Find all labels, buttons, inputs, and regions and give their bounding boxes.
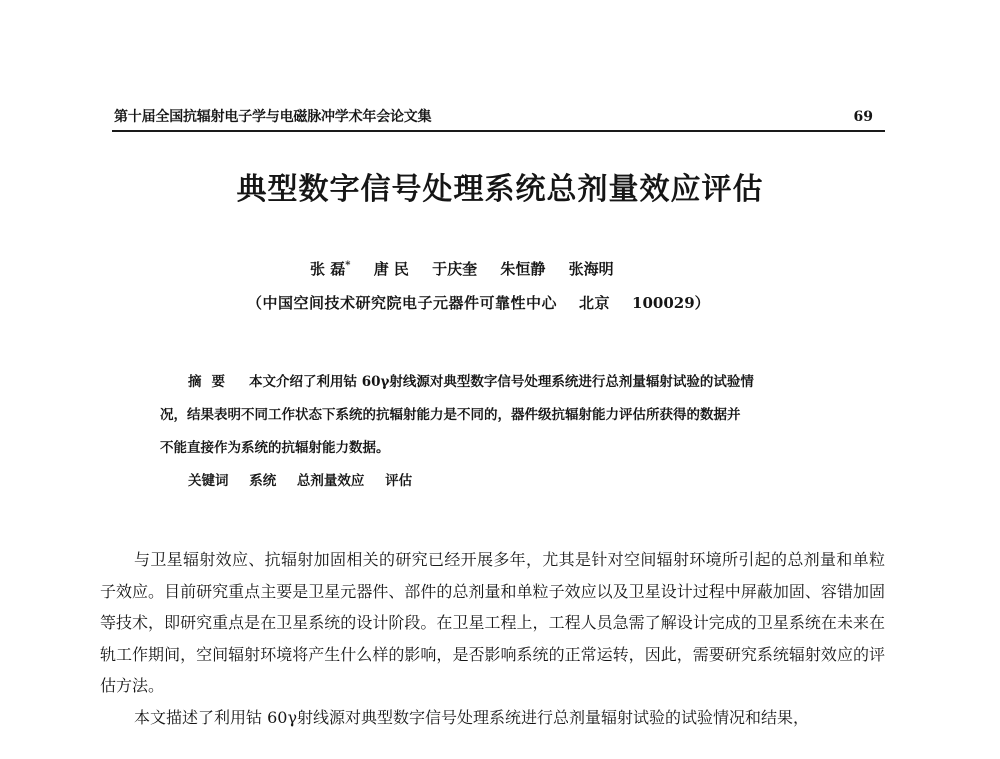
- affiliation-zip: 100029: [632, 294, 695, 312]
- affiliation-org: 中国空间技术研究院电子元器件可靠性中心: [262, 294, 558, 312]
- keyword-item: 总剂量效应: [296, 473, 365, 489]
- author-footnote-mark: *: [345, 260, 351, 271]
- keyword-item: 系统: [249, 473, 277, 489]
- author-name: 唐 民: [373, 260, 409, 278]
- abstract-text-1: 本文介绍了利用钴 60γ射线源对典型数字信号处理系统进行总剂量辐射试验的试验情: [249, 374, 754, 390]
- abstract-block: [160, 366, 860, 498]
- affiliation-open-paren: （: [247, 294, 263, 312]
- author-name: 于庆奎: [432, 260, 478, 278]
- proceedings-title: 第十届全国抗辐射电子学与电磁脉冲学术年会论文集: [114, 109, 432, 125]
- abstract-line-2: 况，结果表明不同工作状态下系统的抗辐射能力是不同的，器件级抗辐射能力评估所获得的数据并: [160, 407, 741, 423]
- page-number: 69: [853, 109, 873, 125]
- author-name: 张海明: [568, 260, 614, 278]
- affiliation-close-paren: ）: [694, 294, 711, 312]
- abstract-label: 摘要: [188, 374, 235, 390]
- author-list: [310, 257, 614, 281]
- paper-title: 典型数字信号处理系统总剂量效应评估: [236, 172, 764, 207]
- affiliation: [247, 291, 710, 315]
- abstract-line-3: 不能直接作为系统的抗辐射能力数据。: [160, 440, 390, 456]
- abstract-line-1: [160, 366, 860, 399]
- keywords-label: 关键词: [188, 473, 229, 489]
- body-paragraph-2: 本文描述了利用钴 60γ射线源对典型数字信号处理系统进行总剂量辐射试验的试验情况和结果，: [134, 707, 810, 727]
- body-paragraph-1: 与卫星辐射效应、抗辐射加固相关的研究已经开展多年，尤其是针对空间辐射环境所引起的总剂量和单粒子效应。目前研究重点主要是卫星元器件、部件的总剂量和单粒子效应以及卫星设计过程中屏蔽加固、容错加固等技术，即研究重点是在卫星系统的设计阶段。在卫星工程上，工程人员急需了解设计完成的卫星系统在未来在轨工作期间，空间辐射环境将产生什么样的影响，是否影响系统的正常运转，因此，需要研究系统辐射效应的评估方法。: [100, 550, 885, 695]
- keywords-line: [188, 465, 860, 498]
- running-header: [112, 108, 885, 132]
- keyword-item: 评估: [385, 473, 413, 489]
- author-name: 张 磊*: [310, 260, 351, 278]
- affiliation-city: 北京: [579, 294, 611, 312]
- body-text: [100, 544, 885, 733]
- author-name: 朱恒静: [500, 260, 546, 278]
